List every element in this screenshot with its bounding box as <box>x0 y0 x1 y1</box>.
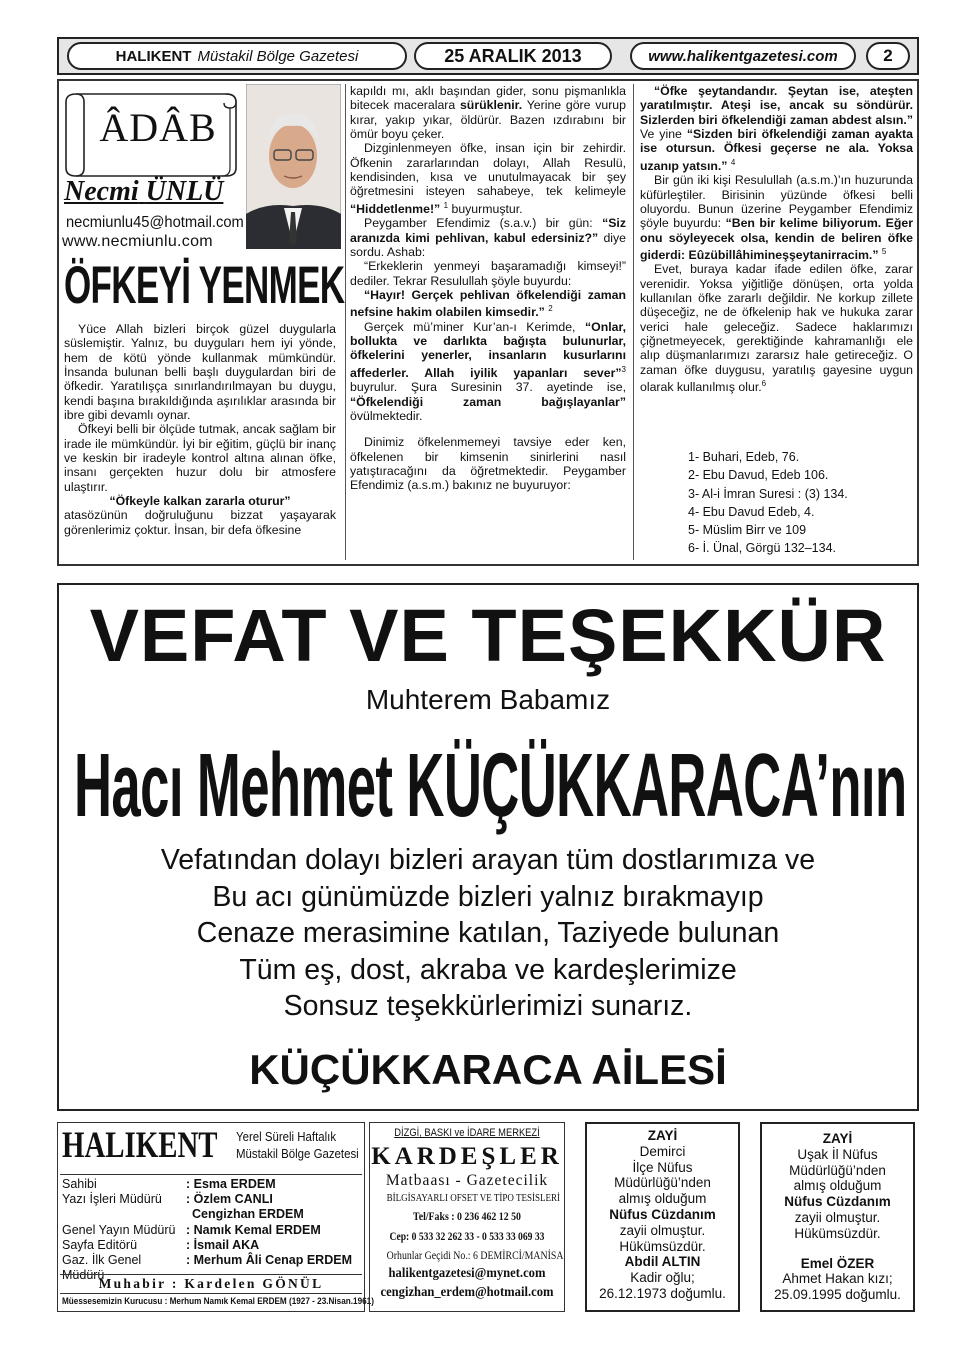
lost-notice-1-line: 26.12.1973 doğumlu. <box>599 1285 726 1301</box>
staff-name: : Namık Kemal ERDEM <box>186 1222 321 1237</box>
lost-notice-1-content <box>585 1128 740 1302</box>
lost-notice-1-line: Kadir oğlu; <box>630 1270 695 1286</box>
article-column-3 <box>640 84 913 395</box>
masthead-tagline <box>236 1128 359 1162</box>
printer-sub: Matbaası - Gazetecilik <box>385 1172 549 1189</box>
staff-name: Cengizhan ERDEM <box>192 1207 304 1222</box>
staff-name: : İsmail AKA <box>186 1237 260 1252</box>
staff-name: : Esma ERDEM <box>186 1177 276 1191</box>
reference-item: 2- Ebu Davud, Edeb 106. <box>688 468 829 483</box>
lost-notice-2-line: almış olduğum <box>793 1178 882 1194</box>
lost-notice-2-line: Hükümsüzdür. <box>794 1225 881 1241</box>
notice-line: Sonsuz teşekkürlerimizi sunarız. <box>283 990 693 1022</box>
col2-b: Dizginlenmeyen öfke, insan için bir zehirdir. Öfkenin zararlarından dolayı, Allah Resulü, kendisinden, kısa ve unutulmayacak bir şey öğretmesini isteyen sahabeye, tek kelimeyle <box>350 141 626 199</box>
notice-title: VEFAT VE TEŞEKKÜR <box>89 594 887 677</box>
col2-f-bold2: “Öfkelendiği zaman bağışlayanlar” <box>350 394 626 409</box>
col1-paragraph-1: Yüce Allah bizleri birçok güzel duygularla süslemiştir. Yalnız, bu duyguları hem iyi yönde, hem de kötü yönde kullanmak mümkündür. İnsanda bulunan belli başlı duygulardan biri de öfkedir. Yaratılışça sınırlandırılmayan bu duygu, kendi başına bırakıldığında aşırılıklar arasında bir ibre gibi devamlı oynar. <box>64 322 336 423</box>
header-brand: HALIKENT <box>115 47 192 65</box>
col2-b-end: buyurmuştur. <box>451 201 523 216</box>
staff-row <box>62 1223 362 1238</box>
staff-role <box>62 1207 186 1222</box>
printer-email-1[interactable]: halikentgazetesi@mynet.com <box>388 1266 546 1281</box>
col3-b-bold: “Ben bir kelime biliyorum. Eğer onu söyleyecek olsa, kendin de beliren öfke giderdi: Eûzübillâhimineşşeytanirracim.” <box>640 216 914 262</box>
lost-notice-1-line: İlçe Nüfus <box>632 1159 693 1175</box>
col2-e-sup: 2 <box>548 304 553 314</box>
author-name <box>64 176 223 208</box>
printer-cep: Cep: 0 533 32 262 33 - 0 533 33 069 33 <box>389 1229 545 1243</box>
author-last-name: ÜNLÜ <box>145 176 224 207</box>
printer-heading: DİZGİ, BASKI ve İDARE MERKEZİ <box>394 1127 540 1139</box>
lost-notice-1-line: zayii olmuştur. <box>619 1222 706 1238</box>
staff-role: Sayfa Editörü <box>62 1237 138 1252</box>
lost-notice-1-title: ZAYİ <box>647 1128 678 1143</box>
printer-address: Orhunlar Geçidi No.: 6 DEMİRCİ/MANİSA <box>386 1248 564 1262</box>
col3-c-sup: 6 <box>761 379 767 389</box>
lost-notice-2-line: Ahmet Hakan kızı; <box>782 1271 893 1287</box>
staff-name: : Özlem CANLI <box>186 1192 273 1207</box>
col2-g: Dinimiz öfkelenmemeyi tavsiye eder ken, öfkelenen bir kimsenin sinirlerini nasıl yatıştıracağını da öğretmektedir. Peygamber Efendimiz (a.s.m.) bakınız ne buyuruyor: <box>350 435 626 493</box>
lost-notice-2-line: zayii olmuştur. <box>794 1209 881 1225</box>
reference-item: 3- Al-i İmran Suresi : (3) 134. <box>688 486 848 501</box>
col2-f: Gerçek mü’miner Kur’an-ı Kerimde, <box>364 319 576 334</box>
masthead-tag1: Yerel Süreli Haftalık <box>236 1129 337 1144</box>
printer-tel: Tel/Faks : 0 236 462 12 50 <box>413 1209 521 1223</box>
col3-a-bold2: “Sizden biri öfkelendiği zaman ayakta ise otursun. Öfkesi geçerse ne ala. Yoksa uzanıp yatsın.” <box>640 127 913 173</box>
page-number: 2 <box>883 46 893 65</box>
col2-f-sup: 3 <box>621 364 626 374</box>
article-column-2 <box>350 84 626 493</box>
masthead-tag2: Müstakil Bölge Gazetesi <box>236 1146 359 1161</box>
col3-c: Evet, buraya kadar ifade edilen öfke, zarar verenidir. Yoksa yiğitliğe dönüşen, orta yolda kullanılan öfke zararlı değildir. Ne korkup zillete düşeceğiz, ne de öfkelenip hak ve hukuka zarar verici hale geleceğiz. Sadece haklarımızı çiğnetmeyecek, gerektiğinde kahramanlığı ele alıp düşmanlarımızı zararsız hale getireceğiz. O zaman öfke duygusu, yaratılış gayesine uygun olarak kullanılmış olur. <box>640 262 913 395</box>
header-date <box>414 42 612 70</box>
author-first-name: Necmi <box>64 176 139 207</box>
lost-notice-2-line: Uşak İl Nüfus <box>797 1146 878 1162</box>
notice-intro: Muhterem Babamız <box>365 684 611 715</box>
col3-a-sup: 4 <box>730 157 736 167</box>
lost-notice-2-line: 25.09.1995 doğumlu. <box>774 1287 901 1303</box>
lost-notice-2-content <box>760 1131 915 1303</box>
notice-lines <box>57 842 919 1025</box>
reference-item: 1- Buhari, Edeb, 76. <box>688 450 800 464</box>
header-brand-pill <box>67 42 407 70</box>
lost-notice-1-line: Nüfus Cüzdanım <box>609 1206 716 1222</box>
references-list <box>688 450 848 560</box>
col2-c-end: diye sordu. Ashab: <box>350 230 626 259</box>
lost-notice-1-line: almış olduğum <box>618 1191 707 1207</box>
printer-sub2: BİLGİSAYARLI OFSET VE TİPO TESİSLERİ <box>386 1192 561 1204</box>
col2-bold1: sürüklenir. <box>459 98 523 113</box>
staff-name: : Merhum Âli Cenap ERDEM <box>186 1253 352 1268</box>
lost-notice-1-line: Hükümsüzdür. <box>619 1238 706 1254</box>
notice-line: Cenaze merasimine katılan, Taziyede bulunan <box>196 917 780 949</box>
printer-box-content <box>369 1124 565 1302</box>
col2-f-end2: övülmektedir. <box>350 408 423 423</box>
masthead-staff <box>62 1177 362 1283</box>
col2-c: Peygamber Efendimiz (s.a.v.) bir gün: <box>364 216 593 231</box>
printer-name: KARDEŞLER <box>371 1143 563 1170</box>
header-subtitle: Müstakil Bölge Gazetesi <box>197 47 359 65</box>
author-website[interactable]: www.necmiunlu.com <box>62 233 213 250</box>
notice-signature: KÜÇÜKKARACA AİLESİ <box>249 1046 727 1093</box>
staff-role: Gaz. İlk Genel Müdürü <box>62 1253 142 1283</box>
lost-notice-1-line: Müdürlüğü’nden <box>614 1175 711 1191</box>
header-website-text: www.halikentgazetesi.com <box>648 47 838 65</box>
notice-line: Bu acı günümüzde bizleri yalnız bırakmayıp <box>212 880 764 913</box>
staff-role: Sahibi <box>62 1177 97 1191</box>
col2-e-bold: “Hayır! Gerçek pehlivan öfkelendiği zaman nefsine hakim olabilen kimsedir.” <box>350 287 626 320</box>
col2-d: “Erkeklerin yenmeyi başaramadığı kimseyi!” dediler. Tekrar Resulullah şöyle buyurdu: <box>350 259 626 288</box>
col2-f-bold: “Onlar, bollukta ve darlıkta bağışta bulunurlar, öfkelerini yenerler, insanların kusurlarını affederler. Allah iyilik yapanları sever” <box>350 319 626 380</box>
col2-b-sup: 1 <box>443 200 449 210</box>
col3-b: Bir gün iki kişi Resulullah (a.s.m.)’ın huzurunda küfürleştiler. Birisinin yüzünde öfkesi belli oluyordu. Bunun üzerine Peygamber Efendimiz şöyle buyurdu: <box>640 173 913 231</box>
lost-notice-2-title: ZAYİ <box>822 1131 853 1146</box>
header-date-text: 25 ARALIK 2013 <box>444 45 582 66</box>
scroll-title: ÂDÂB <box>99 105 217 150</box>
staff-role: Genel Yayın Müdürü <box>62 1222 176 1237</box>
masthead-brand: HALIKENT <box>62 1125 218 1166</box>
col3-b-sup: 5 <box>881 246 887 256</box>
lost-notice-2-line: Nüfus Cüzdanım <box>784 1194 891 1210</box>
lost-notice-1-line: Abdil ALTIN <box>624 1254 701 1270</box>
column-divider-2 <box>633 84 634 560</box>
author-email[interactable]: necmiunlu45@hotmail.com <box>66 214 244 231</box>
notice-deceased-name: Hacı Mehmet KÜÇÜKKARACA’nın <box>74 736 907 836</box>
printer-email-2[interactable]: cengizhan_erdem@hotmail.com <box>380 1285 554 1300</box>
staff-row <box>62 1192 362 1207</box>
author-photo <box>246 84 341 249</box>
header-page-number <box>866 42 910 70</box>
staff-row <box>62 1238 362 1253</box>
reference-item: 6- İ. Ünal, Görgü 132–134. <box>688 541 837 556</box>
col2-f-end: buyrulur. Şura Suresinin 37. ayetinde ise, <box>350 380 626 395</box>
article-headline: ÖFKEYİ YENMEK <box>64 256 345 315</box>
col2-b-bold: “Hiddetlenme!” <box>350 201 441 216</box>
col3-a: Ve yine <box>640 127 682 142</box>
header-website[interactable] <box>630 42 856 70</box>
staff-row <box>62 1177 362 1192</box>
col1-tail: atasözünün doğruluğunu bizzat yaşayarak görenlerimiz çoktur. İnsan, bir defa öfkesine <box>64 508 336 537</box>
article-column-1 <box>64 322 336 537</box>
staff-row <box>62 1207 362 1222</box>
notice-line: Vefatından dolayı bizleri arayan tüm dostlarımıza ve <box>160 844 816 876</box>
col2-c-bold: “Siz aranızda kimi pehlivan, kabul edersiniz?” <box>350 216 626 245</box>
column-divider-1 <box>345 84 346 560</box>
col2-a: Yerine göre vurup kırar, yakıp yıkar, öldürür. Bazen ızdırabını bir ömür boyu çeker. <box>350 98 626 142</box>
lost-notice-2-line: Emel ÖZER <box>800 1255 875 1271</box>
col3-a-bold: “Öfke şeytandandır. Şeytan ise, ateşten yaratılmıştır. Ateşi ise, ancak su söndürür. Sizlerden biri öfkelendiği zaman abdest alsın.” <box>640 84 913 127</box>
lost-notice-2-line: Müdürlüğü’nden <box>789 1162 886 1178</box>
lost-notice-1-line: Demirci <box>639 1143 686 1159</box>
notice-line: Tüm eş, dost, akraba ve kardeşlerimize <box>239 953 737 986</box>
masthead-founder: Müessesemizin Kurucusu : Merhum Namık Kemal ERDEM (1927 - 23.Nisan.1961) <box>62 1296 374 1307</box>
col1-quote: “Öfkeyle kalkan zararla oturur” <box>109 494 291 509</box>
col2-start: kapıldı mı, aklı başından gider, sonu pişmanlıkla bitecek maceralara <box>350 84 626 113</box>
masthead-reporter: Muhabir : Kardelen GÖNÜL <box>60 1274 362 1294</box>
reference-item: 4- Ebu Davud Edeb, 4. <box>688 504 815 519</box>
col1-paragraph-2: Öfkeyi belli bir ölçüde tutmak, ancak sağlam bir irade ile mümkündür. İyi bir eğitim, güçlü bir inanç ve keskin bir iradeyle kontrol altına alınan öfke, insanı gerçekten huzur dolu bir atmosfere ulaştırır. <box>64 422 336 494</box>
masthead-rule <box>60 1174 362 1175</box>
reference-item: 5- Müslim Birr ve 109 <box>688 523 807 538</box>
staff-role: Yazı İşleri Müdürü <box>62 1192 162 1207</box>
